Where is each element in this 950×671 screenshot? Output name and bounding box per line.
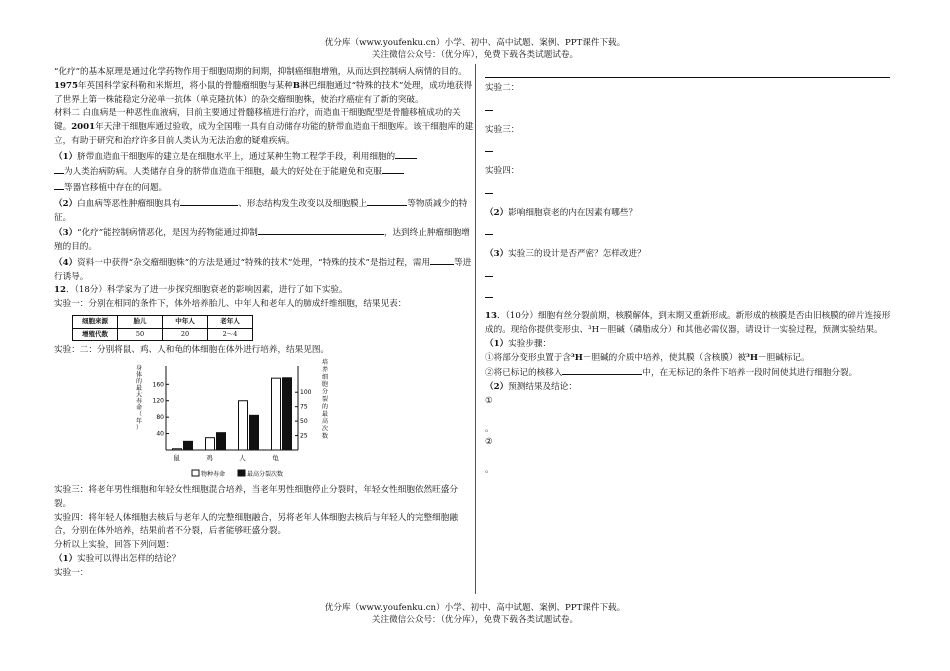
answer-dash bbox=[485, 290, 895, 304]
legend-swatch-lifespan bbox=[192, 470, 199, 476]
p3-text-b: 年天津干细胞库通过验收，成为全国唯一具有自动储存功能的脐带血造血干细胞库。该干细胞库的建立，有助于研究和治疗许多目前人类认为无法治愈的疑难疾病。 bbox=[54, 122, 474, 146]
y2-tick-label: 75 bbox=[300, 403, 308, 411]
question-13-intro bbox=[485, 310, 895, 338]
y2-axis-label-char: 细 bbox=[322, 373, 329, 381]
table-cell: 细胞来源 bbox=[73, 315, 118, 328]
answer-dash bbox=[485, 227, 895, 241]
paragraph-material-2 bbox=[54, 107, 474, 148]
q3-text-a: “化疗”能控制病情恶化，是因为药物能通过抑制 bbox=[77, 228, 258, 239]
sq2-number: （2） bbox=[485, 207, 509, 218]
p2-text-a: 年英国科学家科勒和米斯坦，将小鼠的骨髓瘤细胞与某种 bbox=[77, 80, 293, 91]
y2-tick-label: 100 bbox=[300, 389, 312, 397]
step1-isotope: ³H bbox=[570, 352, 583, 363]
y2-axis-label-char: 数 bbox=[322, 433, 329, 441]
answer-dash-line[interactable] bbox=[485, 187, 493, 194]
experiment-3: 实验三：将老年男性细胞和年轻女性细胞混合培养，当老年男性细胞停止分裂时，年轻女性细胞依然旺盛分裂。 bbox=[54, 485, 458, 509]
answer-dash-line[interactable] bbox=[485, 104, 493, 111]
p2-b-letter: B bbox=[292, 80, 301, 91]
q1-text-a: 脐带血造血干细胞库的建立是在细胞水平上，通过某种生物工程学手段，利用细胞的 bbox=[77, 151, 396, 162]
y-axis-label-char: 的 bbox=[136, 378, 143, 386]
table-row bbox=[73, 328, 253, 341]
table-cell: 20 bbox=[163, 328, 208, 341]
y2-axis-label-char: 养 bbox=[322, 366, 329, 374]
y2-tick-label: 25 bbox=[300, 432, 308, 440]
table-cell: 50 bbox=[118, 328, 163, 341]
q3-number: （3） bbox=[54, 228, 78, 239]
q2-text-a: 白血病等恶性肿瘤细胞具有 bbox=[77, 198, 181, 209]
q1-text-c: 等器官移植中存在的问题。 bbox=[64, 183, 168, 193]
paragraph-1975 bbox=[54, 80, 474, 108]
q2-number: （2） bbox=[54, 198, 78, 209]
x-tick-label: 人 bbox=[239, 454, 246, 463]
y-tick-label: 40 bbox=[156, 430, 164, 438]
q4-text-b: 等进行诱导。 bbox=[54, 257, 472, 282]
year-2001: 2001 bbox=[71, 122, 96, 132]
answer-blank[interactable] bbox=[180, 196, 238, 206]
q12-text: 科学家为了进一步探究细胞衰老的影响因素，进行了如下实验。 bbox=[106, 285, 348, 296]
y-axis-label-char: 最 bbox=[136, 384, 143, 392]
experiment-2-answer-label: 实验二： bbox=[485, 83, 520, 93]
y-tick-label: 80 bbox=[156, 414, 164, 422]
s2-number: （2） bbox=[485, 382, 509, 392]
q1-text-b: 为人类治病防病。人类储存自身的脐带血造血干细胞，最大的好处在于能避免和克服 bbox=[64, 167, 382, 178]
bar-divisions bbox=[217, 433, 226, 450]
answer-blank[interactable] bbox=[54, 180, 64, 190]
step1-isotope-2: ³H bbox=[746, 352, 759, 363]
q13-text: 细胞有丝分裂前期，核膜解体，到末期又重新形成。新形成的核膜是否由旧核膜的碎片连接形成的。现给你提供变形虫、³H－胆碱（磷脂成分）和其他必需仪器，请设计一实验过程，预测实验结果。 bbox=[485, 311, 891, 335]
p3-text-a: 材料二 白血病是一种恶性血液病，目前主要通过骨髓移植进行治疗，而造血干细胞配型是骨髓移植成功的关键。 bbox=[54, 108, 461, 132]
header-line-2: 关注微信公众号：（优分库），免费下载各类试题试卷。 bbox=[371, 49, 579, 60]
p2-text-c: 淋巴细胞通过“特殊的技术”处理，成功地获得了世界上第一株能稳定分泌单一抗体（单克隆抗体）的杂交瘤细胞株，使治疗癌症有了新的突破。 bbox=[54, 80, 473, 105]
y2-axis-label-char: 胞 bbox=[322, 381, 329, 389]
sq3-number: （3） bbox=[485, 249, 509, 259]
q2-text-b: 、形态结构发生改变以及细胞膜上 bbox=[238, 198, 368, 209]
legend-label-lifespan: 物种寿命 bbox=[201, 471, 226, 479]
y-axis-label-char: ） bbox=[136, 424, 143, 432]
table-cell: 2～4 bbox=[208, 328, 253, 341]
bar-divisions bbox=[184, 441, 193, 450]
table-cell: 中年人 bbox=[163, 315, 208, 328]
bar-lifespan bbox=[272, 378, 281, 450]
experiment-2: 实验：二：分别将鼠、鸡、人和龟的体细胞在体外进行培养，结果见图。 bbox=[54, 345, 330, 356]
answer-blank[interactable] bbox=[395, 149, 417, 159]
x-tick-label: 鼠 bbox=[173, 454, 180, 463]
paragraph-chemo: “化疗”的基本原理是通过化学药物作用于细胞周期的间期，抑制癌细胞增殖，从而达到控制病人病情的目的。 bbox=[54, 67, 467, 77]
left-column bbox=[54, 66, 474, 580]
answer-dash-line[interactable] bbox=[485, 291, 493, 298]
q12-score: ．（18分） bbox=[65, 285, 107, 296]
sq1-text: 实验可以得出怎样的结论？ bbox=[77, 553, 181, 564]
sq2-text: 影响细胞衰老的内在因素有哪些？ bbox=[508, 207, 638, 218]
sub-question-1 bbox=[54, 553, 474, 567]
answer-dash bbox=[485, 103, 895, 117]
bar-lifespan bbox=[173, 449, 182, 450]
proliferation-table bbox=[72, 315, 253, 342]
table-row bbox=[73, 315, 253, 328]
lifespan-chart-container bbox=[54, 358, 474, 484]
y2-axis-label-char: 培 bbox=[322, 359, 329, 367]
s1-number: （1） bbox=[485, 338, 509, 349]
answer-dash-line[interactable] bbox=[485, 145, 493, 152]
q13-score: ．（10分） bbox=[496, 311, 538, 322]
prediction-1: ① bbox=[485, 395, 493, 406]
answer-blank[interactable] bbox=[562, 365, 642, 375]
answer-dash-line[interactable] bbox=[485, 270, 493, 277]
prediction-1-end: 。 bbox=[485, 423, 494, 434]
y-axis-label-char: 大 bbox=[136, 391, 143, 399]
y2-axis-label-char: 高 bbox=[322, 418, 329, 426]
s2-text: 预测结果及结论： bbox=[508, 382, 577, 392]
y2-axis-label-char: 最 bbox=[322, 410, 329, 418]
experiment-4-answer-label: 实验四： bbox=[485, 166, 520, 176]
column-divider bbox=[475, 64, 476, 594]
header-line-1: 优分库（www.youfenku.cn）小学、初中、高中试题、案例、PPT课件下载。 bbox=[324, 38, 626, 48]
question-2 bbox=[54, 196, 474, 226]
q4-text-a: 资料一中获得“杂交瘤细胞株”的方法是通过“特殊的技术”处理，“特殊的技术”是指过程，需用 bbox=[77, 257, 431, 268]
y2-tick-label: 50 bbox=[300, 418, 308, 426]
y-axis-label-char: 年 bbox=[136, 417, 143, 425]
sq1-number: （1） bbox=[54, 553, 78, 564]
prediction-heading bbox=[485, 381, 895, 395]
footer-line-2: 关注微信公众号：（优分库），免费下载各类试题试卷。 bbox=[371, 614, 579, 625]
q13-number: 13 bbox=[485, 311, 497, 322]
right-column bbox=[485, 66, 895, 478]
y-axis-label-char: 体 bbox=[136, 371, 143, 379]
legend-label-divisions: 最高分裂次数 bbox=[247, 471, 284, 479]
answer-blank[interactable] bbox=[258, 225, 384, 235]
answer-dash bbox=[485, 269, 895, 283]
answer-dash bbox=[485, 144, 895, 158]
answer-space[interactable] bbox=[485, 450, 895, 464]
step-1 bbox=[485, 352, 895, 366]
experiment-1-answer-label: 实验一： bbox=[54, 567, 89, 578]
experiment-3-answer-label: 实验三： bbox=[485, 124, 520, 135]
bar-divisions bbox=[283, 378, 292, 450]
q3-text-b: ，达到终止肿瘤细胞增殖的目的。 bbox=[54, 228, 470, 252]
page-header bbox=[0, 38, 950, 61]
question-12-intro bbox=[54, 284, 474, 298]
step2-text-b: 中，在无标记的条件下培养一段时间使其进行细胞分裂。 bbox=[642, 368, 858, 379]
y-axis-label-char: （ bbox=[136, 411, 143, 419]
q2-text-c: 等物质减少的特征。 bbox=[54, 198, 468, 223]
y-axis-label-char: 寿 bbox=[136, 398, 143, 406]
experiment-4: 实验四：将年轻人体细胞去核后与老年人的完整细胞融合，另将老年人体细胞去核后与年轻人的完整细胞融合，分别在体外培养，结果前者不分裂，后者能够旺盛分裂。 bbox=[54, 512, 458, 537]
step1-text-a: ①将部分变形虫置于含 bbox=[485, 352, 571, 363]
question-1 bbox=[54, 149, 474, 196]
step2-text-a: ②将已标记的核移入 bbox=[485, 368, 563, 379]
steps-heading bbox=[485, 338, 895, 352]
sq3-text: 实验三的设计是否严密？怎样改进？ bbox=[508, 249, 646, 259]
answer-dash bbox=[485, 186, 895, 200]
y-tick-label: 160 bbox=[152, 381, 164, 389]
year-1975: 1975 bbox=[54, 80, 78, 91]
sub-question-2 bbox=[485, 207, 895, 221]
table-cell: 胎儿 bbox=[118, 315, 163, 328]
answer-line[interactable] bbox=[485, 66, 890, 78]
step1-text-e: －胆碱标记。 bbox=[758, 352, 810, 363]
x-tick-label: 鸡 bbox=[206, 454, 213, 463]
answer-blank[interactable] bbox=[382, 164, 404, 174]
y-axis-label-char: 命 bbox=[136, 404, 143, 412]
y2-axis-label-char: 裂 bbox=[322, 396, 329, 404]
prediction-2-end: 。 bbox=[485, 465, 494, 475]
q4-number: （4） bbox=[54, 257, 78, 268]
answer-blank[interactable] bbox=[367, 196, 407, 206]
y2-axis-label-char: 次 bbox=[322, 425, 329, 433]
sub-question-3 bbox=[485, 248, 895, 262]
y-tick-label: 120 bbox=[152, 397, 164, 405]
bar-lifespan bbox=[206, 438, 215, 450]
answer-blank[interactable] bbox=[54, 164, 64, 174]
page-footer bbox=[0, 603, 950, 626]
y2-axis-label-char: 的 bbox=[322, 403, 329, 411]
question-4 bbox=[54, 255, 474, 285]
table-cell: 增殖代数 bbox=[73, 328, 118, 341]
bar-divisions bbox=[250, 415, 259, 450]
prediction-2: ② bbox=[485, 437, 493, 448]
question-3 bbox=[54, 225, 474, 255]
answer-blank[interactable] bbox=[430, 255, 454, 265]
q1-number: （1） bbox=[54, 151, 78, 162]
bar-lifespan bbox=[239, 401, 248, 450]
answer-dash-line[interactable] bbox=[485, 228, 493, 235]
step1-text-c: －胆碱的介质中培养，使其膜（含核膜）被 bbox=[582, 352, 747, 363]
s1-text: 实验步骤： bbox=[508, 338, 552, 349]
q12-number: 12 bbox=[54, 285, 66, 296]
experiment-1: 实验一：分别在相同的条件下，体外培养胎儿、中年人和老年人的肺成纤维细胞，结果见表： bbox=[54, 299, 407, 309]
lifespan-division-chart bbox=[132, 358, 332, 484]
table-cell: 老年人 bbox=[208, 315, 253, 328]
y-axis-label-char: 身 bbox=[136, 365, 143, 373]
answer-space[interactable] bbox=[485, 409, 895, 423]
x-tick-label: 龟 bbox=[272, 454, 279, 463]
footer-line-1: 优分库（www.youfenku.cn）小学、初中、高中试题、案例、PPT课件下载。 bbox=[324, 603, 626, 613]
y2-axis-label-char: 分 bbox=[322, 388, 329, 396]
legend-swatch-divisions bbox=[238, 470, 245, 476]
analysis-prompt: 分析以上实验，回答下列问题： bbox=[54, 540, 175, 551]
step-2 bbox=[485, 365, 895, 381]
